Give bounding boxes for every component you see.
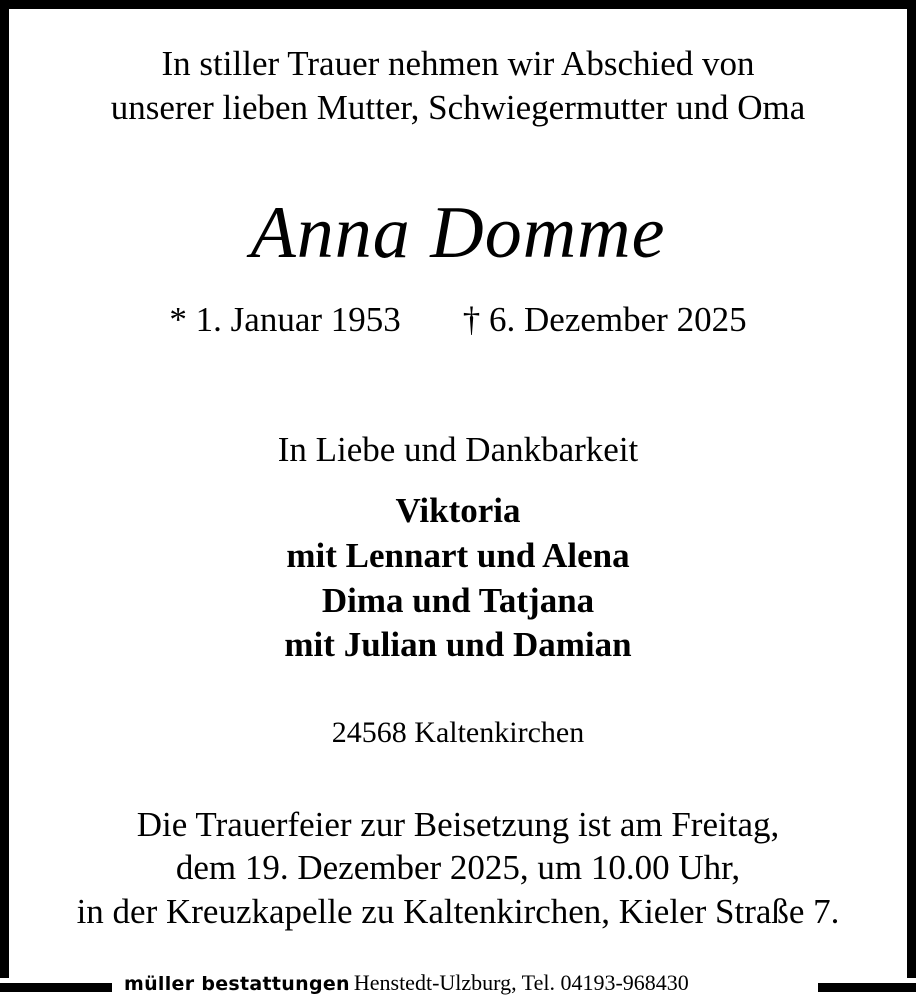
life-dates: [0, 302, 916, 337]
footer: [0, 968, 916, 1000]
footer-text: [124, 972, 689, 994]
family-line-4: mit Julian und Damian: [284, 625, 632, 664]
footer-rule-left: [0, 983, 112, 992]
family-line-1: Viktoria: [395, 491, 521, 530]
service-line-3: in der Kreuzkapelle zu Kaltenkirchen, Kieler Straße 7.: [76, 892, 840, 931]
service-line-1: Die Trauerfeier zur Beisetzung ist am Freitag,: [136, 805, 780, 844]
footer-rule-right: [818, 983, 916, 992]
family-line-3: Dima und Tatjana: [321, 581, 595, 620]
family-line-2: mit Lennart und Alena: [286, 536, 630, 575]
intro-line-2: unserer lieben Mutter, Schwiegermutter und Oma: [110, 88, 806, 127]
dedication-line: In Liebe und Dankbarkeit: [277, 430, 639, 469]
death-date: † 6. Dezember 2025: [462, 300, 747, 339]
intro-line-1: In stiller Trauer nehmen wir Abschied von: [161, 44, 755, 83]
city-line: 24568 Kaltenkirchen: [331, 716, 585, 749]
funeral-home-contact: Henstedt-Ulzburg, Tel. 04193-968430: [353, 970, 689, 995]
service-line-2: dem 19. Dezember 2025, um 10.00 Uhr,: [175, 848, 741, 887]
funeral-home-logo: müller bestattungen: [124, 973, 350, 995]
birth-date: * 1. Januar 1953: [169, 300, 401, 339]
deceased-name: Anna Domme: [250, 192, 666, 274]
